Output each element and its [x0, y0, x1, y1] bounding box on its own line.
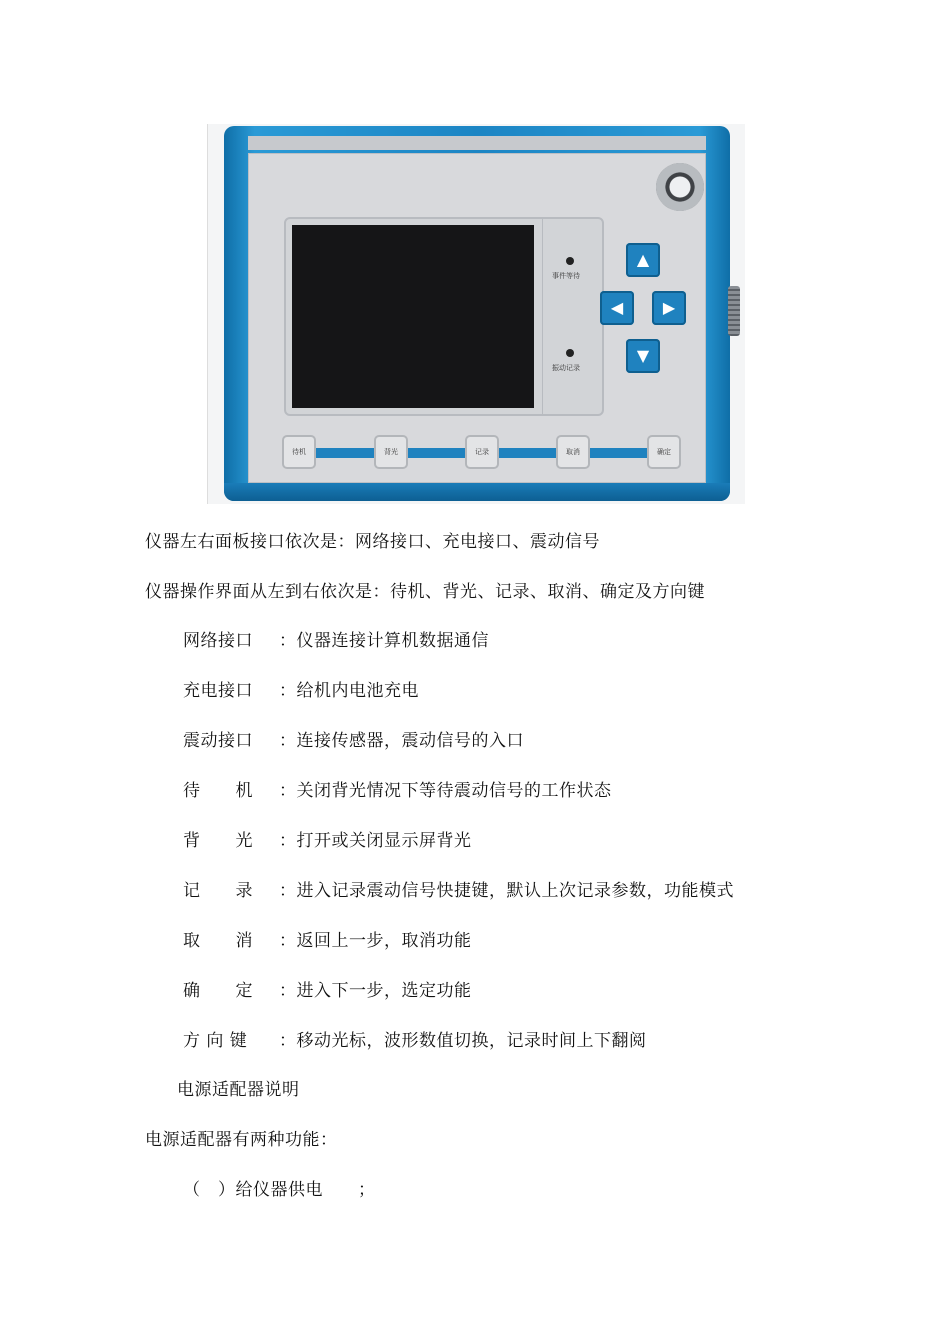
item-backlight — [183, 826, 472, 851]
item-label: 方 向 键 — [183, 1031, 248, 1051]
dpad-up-button[interactable] — [626, 243, 660, 277]
item-desc: ：仪器连接计算机数据通信 — [279, 631, 489, 651]
power-button[interactable] — [656, 163, 704, 211]
adapter-item-1: （ ）给仪器供电 ； — [183, 1180, 376, 1200]
side-connector — [728, 286, 740, 336]
item-network-port — [183, 626, 489, 651]
lcd-screen — [292, 225, 534, 408]
item-label: 取 消 — [183, 931, 253, 951]
item-desc: ：返回上一步，取消功能 — [279, 931, 472, 951]
arrow-left-icon: ◀ — [610, 298, 624, 317]
adapter-heading: 电源适配器说明 — [177, 1080, 300, 1100]
operation-keys-line: 仪器操作界面从左到右依次是：待机、背光、记录、取消、确定及方向键 — [145, 582, 705, 602]
adapter-intro: 电源适配器有两种功能： — [145, 1130, 338, 1150]
backlight-key[interactable]: 背光 — [376, 437, 406, 467]
device-top-strip — [248, 136, 706, 150]
device-photo — [207, 124, 745, 504]
event-led-label: 事件等待 — [552, 272, 580, 280]
item-label: 充电接口 — [183, 681, 253, 701]
arrow-down-icon: ▼ — [636, 346, 650, 365]
cancel-key[interactable]: 取消 — [558, 437, 588, 467]
item-desc: ：给机内电池充电 — [279, 681, 419, 701]
item-label: 记 录 — [183, 881, 253, 901]
item-label: 确 定 — [183, 981, 253, 1001]
item-record — [183, 876, 734, 901]
item-label: 网络接口 — [183, 631, 253, 651]
item-desc: ：移动光标，波形数值切换，记录时间上下翻阅 — [279, 1031, 647, 1051]
panel-ports-line: 仪器左右面板接口依次是：网络接口、充电接口、震动信号 — [145, 532, 600, 552]
item-desc: ：打开或关闭显示屏背光 — [279, 831, 472, 851]
event-led — [566, 257, 574, 265]
device-bottom-edge — [224, 483, 730, 501]
item-charge-port — [183, 676, 419, 701]
item-desc: ：连接传感器，震动信号的入口 — [279, 731, 524, 751]
dpad-down-button[interactable] — [626, 339, 660, 373]
arrow-right-icon: ▶ — [662, 298, 676, 317]
dpad-left-button[interactable] — [600, 291, 634, 325]
item-cancel — [183, 926, 472, 951]
arrow-up-icon: ▲ — [636, 250, 650, 269]
record-key[interactable]: 记录 — [467, 437, 497, 467]
device-body — [224, 126, 730, 501]
screen-frame — [284, 217, 604, 416]
item-confirm — [183, 976, 472, 1001]
dpad-right-button[interactable] — [652, 291, 686, 325]
vibration-led — [566, 349, 574, 357]
item-standby — [183, 776, 612, 801]
item-label: 待 机 — [183, 781, 253, 801]
device-face-panel — [248, 153, 706, 483]
item-label: 背 光 — [183, 831, 253, 851]
frame-divider — [542, 219, 543, 414]
item-desc: ：关闭背光情况下等待震动信号的工作状态 — [279, 781, 612, 801]
item-direction-keys — [183, 1026, 647, 1051]
confirm-key[interactable]: 确定 — [649, 437, 679, 467]
item-desc: ：进入记录震动信号快捷键，默认上次记录参数，功能模式 — [279, 881, 734, 901]
item-vibration-port — [183, 726, 524, 751]
item-label: 震动接口 — [183, 731, 253, 751]
standby-key[interactable]: 待机 — [284, 437, 314, 467]
vibration-led-label: 振动记录 — [552, 364, 580, 372]
item-desc: ：进入下一步，选定功能 — [279, 981, 472, 1001]
